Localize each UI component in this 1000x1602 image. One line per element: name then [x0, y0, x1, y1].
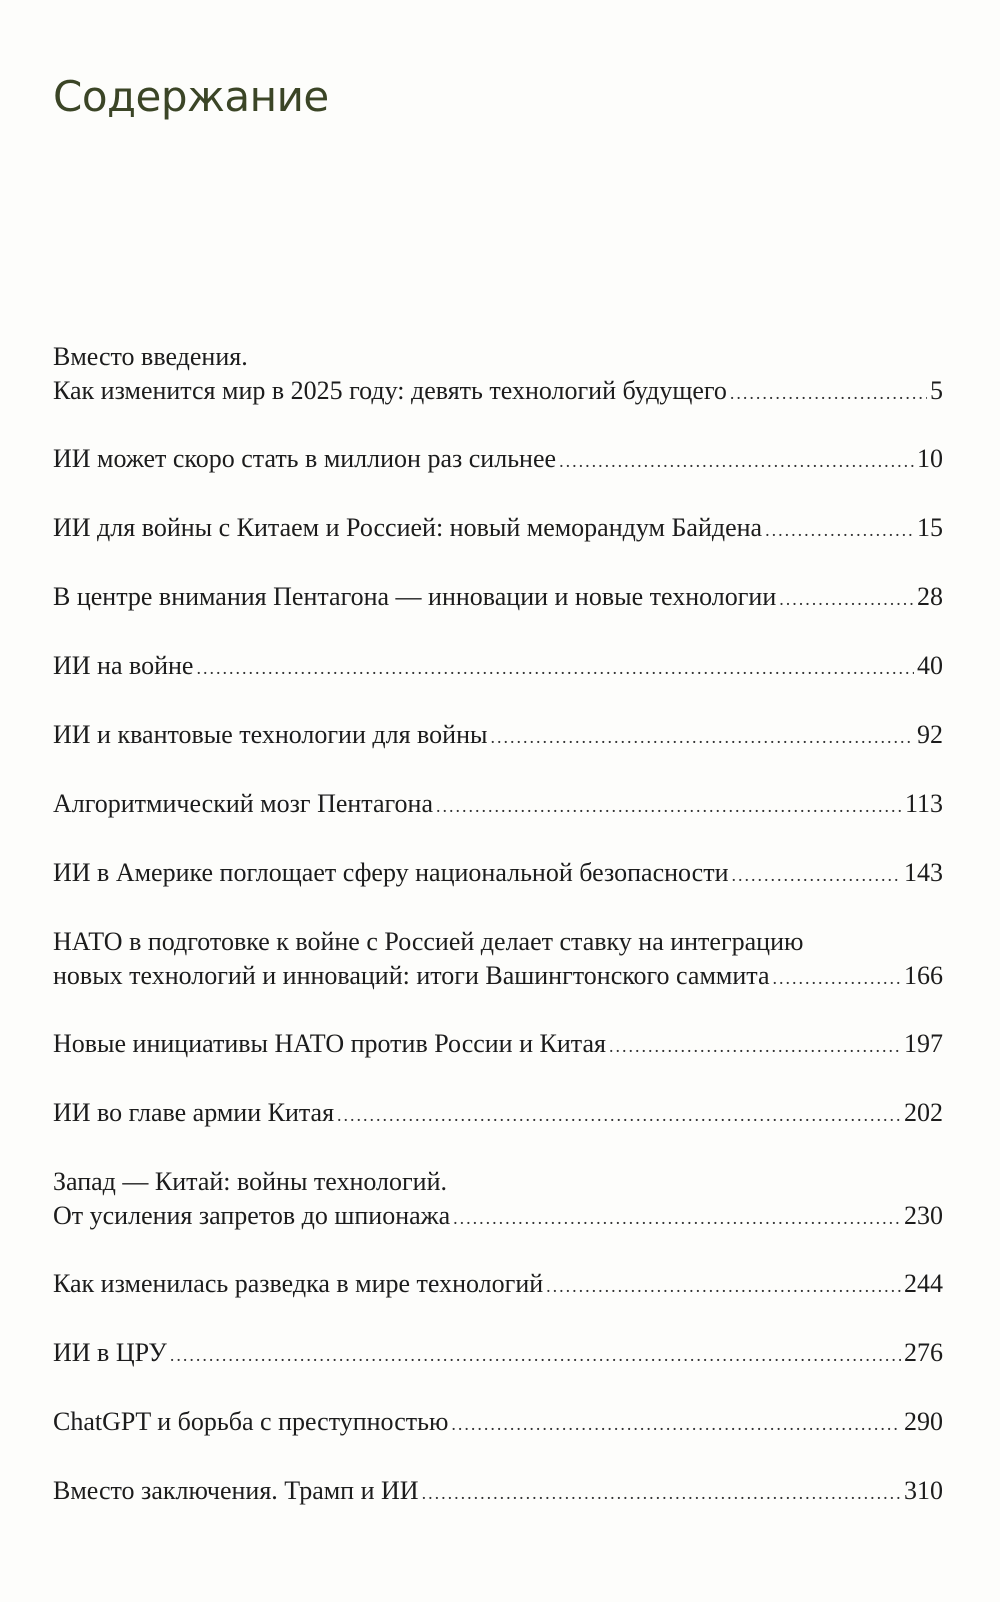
dot-leader — [765, 513, 914, 547]
dot-leader — [773, 961, 902, 995]
toc-page-number: 5 — [930, 376, 943, 405]
toc-entry-title: ИИ в ЦРУ — [53, 1338, 167, 1367]
toc-entry-title: В центре внимания Пентагона — инновации и новые технологии — [53, 582, 777, 611]
toc-page-number: 202 — [904, 1098, 943, 1127]
dot-leader — [609, 1029, 901, 1063]
toc-entry-title-line1: НАТО в подготовке к войне с Россией делает ставку на интеграцию — [53, 927, 804, 956]
dot-leader — [453, 1201, 901, 1235]
toc-page-number: 244 — [904, 1269, 943, 1298]
toc-entry-title: Вместо заключения. Трамп и ИИ — [53, 1476, 419, 1505]
toc-entry[interactable] — [53, 1165, 943, 1235]
toc-page-number: 290 — [904, 1407, 943, 1436]
toc-entry-title: Как изменилась разведка в мире технологий — [53, 1269, 544, 1298]
toc-entry[interactable] — [53, 340, 943, 410]
dot-leader — [422, 1476, 901, 1510]
toc-page-number: 166 — [904, 961, 943, 990]
toc-page-number: 310 — [904, 1476, 943, 1505]
page-title: Содержание — [53, 72, 329, 121]
toc-entry-title: Новые инициативы НАТО против России и Китая — [53, 1029, 606, 1058]
dot-leader — [779, 582, 914, 616]
toc-page-number: 230 — [904, 1201, 943, 1230]
toc-page-number: 92 — [917, 720, 943, 749]
toc-entry-title: От усиления запретов до шпионажа — [53, 1201, 451, 1230]
toc-entry[interactable] — [53, 649, 943, 685]
toc-entry-title-line1: Запад — Китай: войны технологий. — [53, 1167, 448, 1196]
dot-leader — [732, 858, 902, 892]
dot-leader — [436, 789, 902, 823]
toc-page-number: 113 — [904, 789, 943, 818]
dot-leader — [490, 720, 914, 754]
toc-entry-title: новых технологий и инноваций: итоги Вашингтонского саммита — [53, 961, 770, 990]
toc-page-number: 28 — [917, 582, 943, 611]
toc-entry[interactable] — [53, 1267, 943, 1303]
toc-entry-title: ИИ для войны с Китаем и Россией: новый меморандум Байдена — [53, 513, 763, 542]
toc-entry-title: Алгоритмический мозг Пентагона — [53, 789, 433, 818]
toc-entry-title: ChatGPT и борьба с преступностью — [53, 1407, 449, 1436]
toc-entry-title-line1: Вместо введения. — [53, 342, 248, 371]
dot-leader — [451, 1407, 901, 1441]
dot-leader — [546, 1269, 901, 1303]
toc-entry[interactable] — [53, 787, 943, 823]
toc-entry-title: ИИ и квантовые технологии для войны — [53, 720, 488, 749]
toc-entry-title: ИИ может скоро стать в миллион раз сильнее — [53, 444, 557, 473]
toc-entry[interactable] — [53, 1336, 943, 1372]
dot-leader — [559, 444, 914, 478]
table-of-contents — [53, 340, 943, 1543]
dot-leader — [170, 1338, 901, 1372]
toc-entry[interactable] — [53, 442, 943, 478]
dot-leader — [730, 376, 927, 410]
toc-entry-title: ИИ в Америке поглощает сферу национальной безопасности — [53, 858, 729, 887]
toc-entry[interactable] — [53, 856, 943, 892]
dot-leader — [337, 1098, 901, 1132]
toc-page-number: 276 — [904, 1338, 943, 1367]
toc-page-number: 10 — [917, 444, 943, 473]
toc-entry[interactable] — [53, 1027, 943, 1063]
toc-entry-title: ИИ на войне — [53, 651, 194, 680]
toc-entry-title: ИИ во главе армии Китая — [53, 1098, 335, 1127]
toc-entry-title: Как изменится мир в 2025 году: девять технологий будущего — [53, 376, 727, 405]
toc-entry[interactable] — [53, 1474, 943, 1510]
toc-page-number: 143 — [904, 858, 943, 887]
toc-page-number: 197 — [904, 1029, 943, 1058]
toc-entry[interactable] — [53, 511, 943, 547]
toc-page-number: 40 — [917, 651, 943, 680]
dot-leader — [196, 651, 914, 685]
toc-entry[interactable] — [53, 1405, 943, 1441]
toc-page-number: 15 — [917, 513, 943, 542]
toc-entry[interactable] — [53, 1096, 943, 1132]
toc-entry[interactable] — [53, 925, 943, 995]
toc-entry[interactable] — [53, 718, 943, 754]
toc-entry[interactable] — [53, 580, 943, 616]
